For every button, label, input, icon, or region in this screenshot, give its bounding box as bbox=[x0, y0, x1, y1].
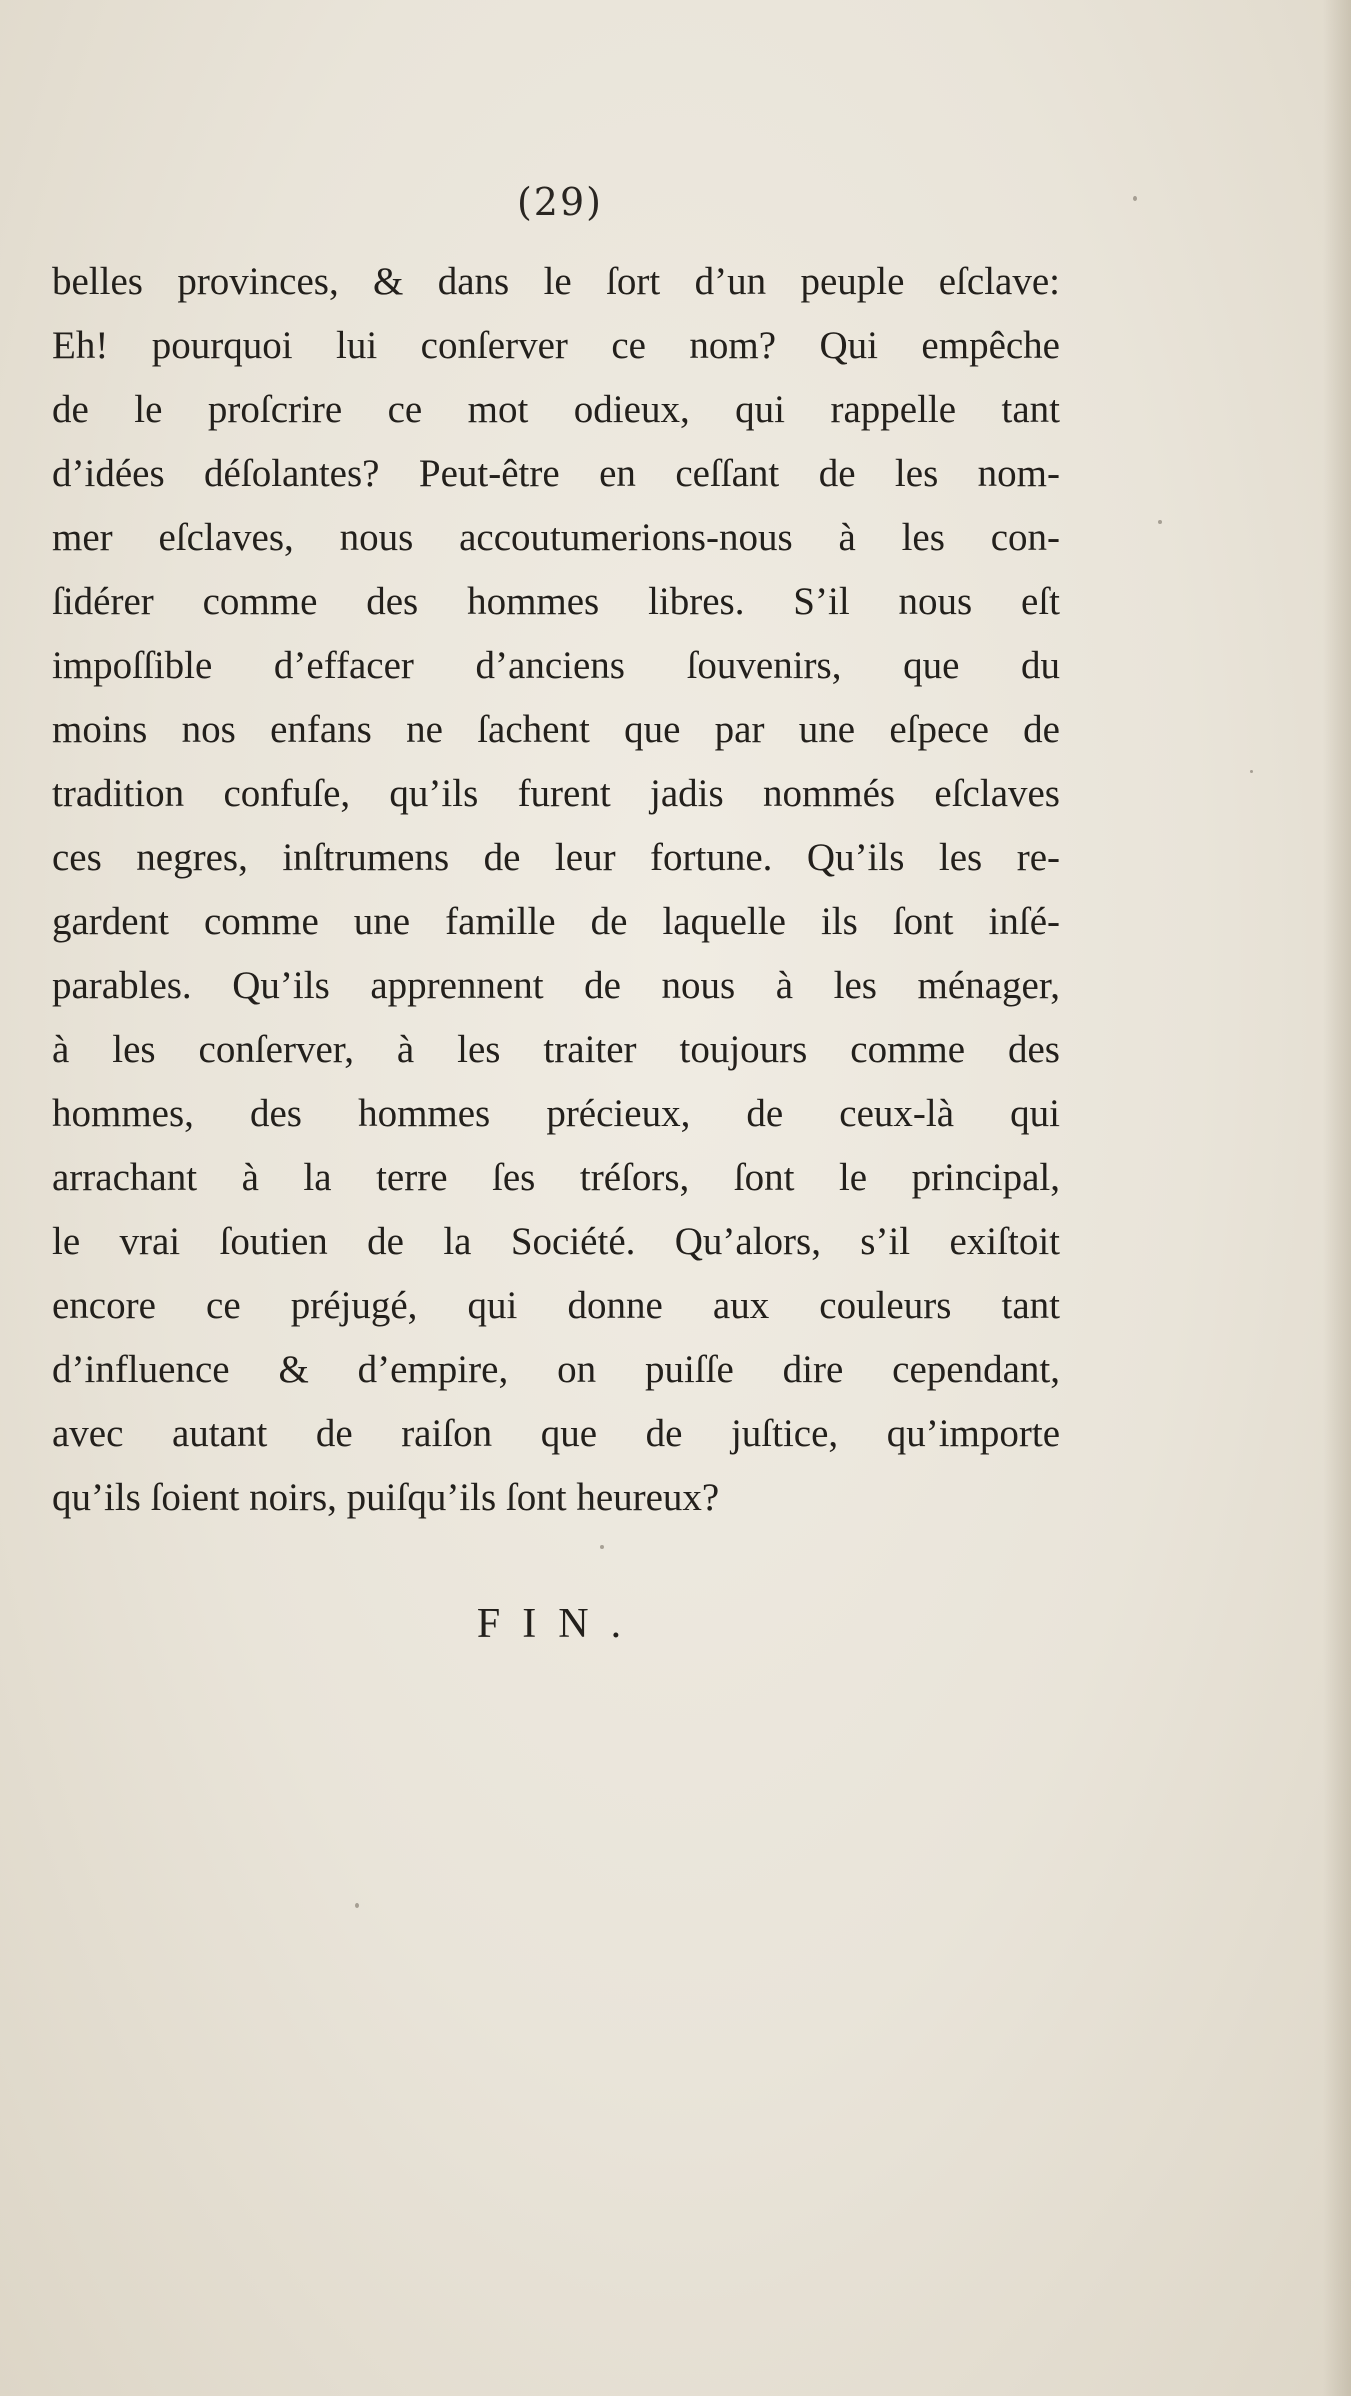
page-number: (29) bbox=[516, 180, 603, 224]
text-line: de le proſcrire ce mot odieux, qui rappelle tant bbox=[52, 388, 1060, 431]
text-line: mer eſclaves, nous accoutumerions-nous à les con- bbox=[52, 516, 1060, 559]
text-line: gardent comme une famille de laquelle ils ſont inſé- bbox=[52, 900, 1060, 943]
text-line: hommes, des hommes précieux, de ceux-là qui bbox=[52, 1092, 1060, 1135]
text-line: ſidérer comme des hommes libres. S’il nous eſt bbox=[52, 580, 1060, 623]
paper-speck bbox=[600, 1545, 604, 1549]
text-line: avec autant de raiſon que de juſtice, qu’importe bbox=[52, 1412, 1060, 1455]
text-line: impoſſible d’effacer d’anciens ſouvenirs, que du bbox=[52, 644, 1060, 687]
text-line: d’idées déſolantes? Peut-être en ceſſant de les nom- bbox=[52, 452, 1060, 495]
text-line: d’influence & d’empire, on puiſſe dire cependant, bbox=[52, 1348, 1060, 1391]
text-line: tradition confuſe, qu’ils furent jadis nommés eſclaves bbox=[52, 772, 1060, 815]
text-line: parables. Qu’ils apprennent de nous à les ménager, bbox=[52, 964, 1060, 1007]
text-line: moins nos enfans ne ſachent que par une eſpece de bbox=[52, 708, 1060, 751]
text-line: Eh! pourquoi lui conſerver ce nom? Qui empêche bbox=[52, 324, 1060, 367]
text-line: à les conſerver, à les traiter toujours comme des bbox=[52, 1028, 1060, 1071]
text-line: le vrai ſoutien de la Société. Qu’alors, s’il exiſtoit bbox=[52, 1220, 1060, 1263]
paper-speck bbox=[355, 1903, 359, 1908]
paper-speck bbox=[1133, 196, 1137, 201]
paper-speck bbox=[1250, 770, 1253, 773]
text-line: encore ce préjugé, qui donne aux couleurs tant bbox=[52, 1284, 1060, 1327]
page-edge-shadow bbox=[1323, 0, 1351, 2396]
closing-fin: FIN. bbox=[476, 1601, 644, 1647]
text-line: arrachant à la terre ſes tréſors, ſont le principal, bbox=[52, 1156, 1060, 1199]
text-line-last: qu’ils ſoient noirs, puiſqu’ils ſont heureux? bbox=[52, 1476, 720, 1519]
body-text bbox=[52, 250, 1060, 1530]
text-line: belles provinces, & dans le ſort d’un peuple eſclave: bbox=[52, 260, 1060, 303]
paper-speck bbox=[1158, 520, 1162, 524]
text-line: ces negres, inſtrumens de leur fortune. Qu’ils les re- bbox=[52, 836, 1060, 879]
